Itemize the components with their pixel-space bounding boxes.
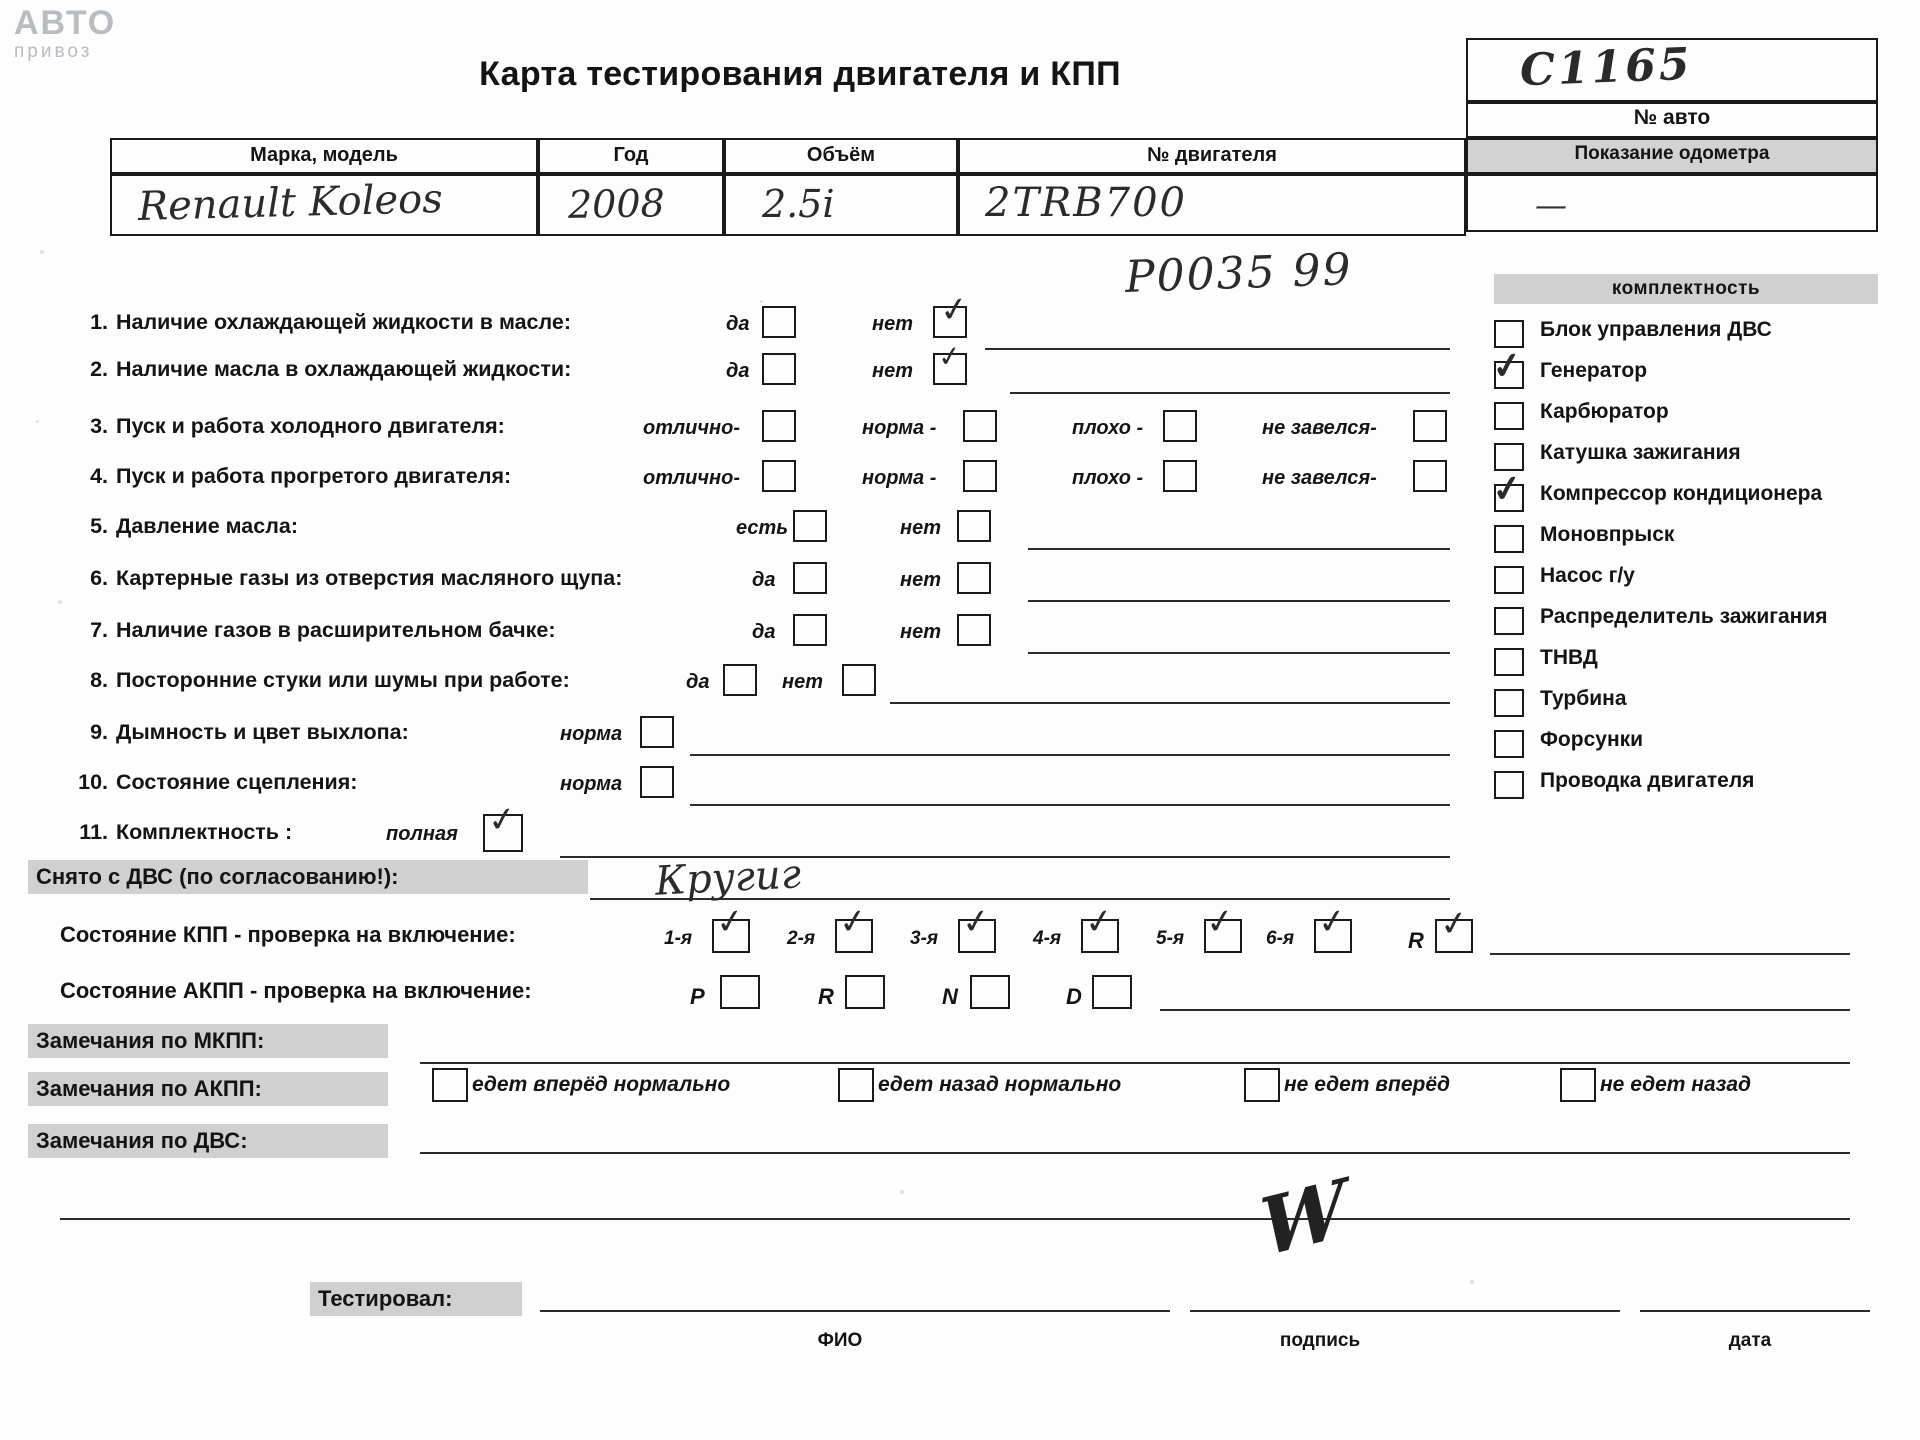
mkpp-comment-line[interactable] [1490, 953, 1850, 955]
q7-checkbox-no[interactable] [957, 614, 991, 646]
question-number: 1. [90, 310, 108, 334]
fio-label: ФИО [817, 1330, 863, 1351]
question-row-9 [74, 720, 409, 745]
q4-checkbox-normal[interactable] [963, 460, 997, 492]
drive-label-no-reverse: не едет назад [1600, 1073, 1752, 1096]
kit-label-11: Проводка двигателя [1540, 769, 1755, 792]
mkpp-gear-check-3: ✓ [959, 900, 994, 944]
q4-checkbox-nostart[interactable] [1413, 460, 1447, 492]
kit-label-1: Генератор [1540, 359, 1648, 382]
q6-checkbox-yes[interactable] [793, 562, 827, 594]
q6-checkbox-no[interactable] [957, 562, 991, 594]
mkpp-label: Состояние КПП - проверка на включение: [60, 922, 516, 947]
kit-checkbox-10[interactable] [1494, 730, 1524, 758]
kit-panel-title: комплектность [1494, 274, 1878, 304]
signature-label: подпись [1279, 1330, 1361, 1351]
question-number: 10. [78, 770, 108, 794]
auto-number-label: № авто [1633, 106, 1711, 129]
scan-speckle [760, 300, 763, 303]
tested-by-label: Тестировал: [310, 1282, 522, 1316]
question-text: Наличие газов в расширительном бачке: [116, 618, 556, 642]
akpp-comment-line[interactable] [1160, 1009, 1850, 1011]
q2-option-no-label: нет [872, 360, 913, 382]
q4-option-bad-label: плохо - [1072, 467, 1144, 489]
q3-checkbox-excellent[interactable] [762, 410, 796, 442]
question-number: 9. [90, 720, 108, 744]
drive-checkbox-no-reverse[interactable] [1560, 1068, 1596, 1102]
q8-checkbox-no[interactable] [842, 664, 876, 696]
q1-check-mark: ✓ [937, 288, 972, 332]
q9-comment-line[interactable] [690, 754, 1450, 756]
q9-checkbox-normal[interactable] [640, 716, 674, 748]
akpp-box-d[interactable] [1092, 975, 1132, 1009]
header-brand-handwritten: Renault Koleos [137, 176, 444, 230]
question-row-6 [74, 566, 622, 591]
mkpp-gear-label-4: 4-я [1033, 928, 1062, 949]
mkpp-gear-check-5: ✓ [1203, 900, 1238, 944]
mkpp-gear-label-5: 5-я [1156, 928, 1185, 949]
q3-option-nostart-label: не завелся- [1262, 417, 1377, 439]
question-text: Посторонние стуки или шумы при работе: [116, 668, 570, 692]
kit-label-4: Компрессор кондиционера [1540, 482, 1823, 505]
q3-checkbox-nostart[interactable] [1413, 410, 1447, 442]
odometer-label: Показание одометра [1574, 143, 1770, 164]
akpp-position-label-p: P [690, 984, 705, 1009]
scan-speckle [1470, 1280, 1474, 1284]
q11-check-mark: ✓ [485, 798, 520, 842]
header-engineno-handwritten: 2TRB700 [985, 180, 1187, 226]
notes-akpp-label: Замечания по АКПП: [28, 1072, 388, 1106]
scan-speckle [40, 250, 44, 254]
q2-option-yes-label: да [726, 360, 750, 382]
q11-option-full-label: полная [386, 823, 458, 845]
header-col-year-label: Год [538, 138, 724, 174]
q10-option-normal-label: норма [560, 773, 623, 795]
kit-item-11[interactable] [1494, 767, 1884, 808]
q2-check-mark: ✓ [935, 338, 964, 375]
q3-option-bad-label: плохо - [1072, 417, 1144, 439]
question-number: 6. [90, 566, 108, 590]
kit-label-9: Турбина [1540, 687, 1627, 710]
kit-checkbox-5[interactable] [1494, 525, 1524, 553]
kit-label-10: Форсунки [1540, 728, 1644, 751]
question-row-7 [74, 618, 556, 643]
q1-checkbox-yes[interactable] [762, 306, 796, 338]
mkpp-gear-check-6: ✓ [1315, 900, 1350, 944]
header-volume-handwritten: 2.5i [762, 182, 835, 226]
drive-label-reverse-ok: едет назад нормально [878, 1073, 1122, 1096]
kit-label-6: Насос г/у [1540, 564, 1635, 587]
notes-engine-label: Замечания по ДВС: [28, 1124, 388, 1158]
mkpp-gear-check-4: ✓ [1082, 900, 1117, 944]
question-text: Комплектность : [116, 820, 293, 844]
question-text: Наличие охлаждающей жидкости в масле: [116, 310, 571, 334]
akpp-box-r[interactable] [845, 975, 885, 1009]
kit-checkbox-2[interactable] [1494, 402, 1524, 430]
question-row-3 [74, 414, 505, 439]
question-number: 3. [90, 414, 108, 438]
question-row-4 [74, 464, 511, 489]
odometer-value-handwritten: — [1535, 186, 1567, 224]
removed-from-engine-label: Снято с ДВС (по согласованию!): [28, 860, 588, 894]
watermark-sub-text: привоз [14, 41, 93, 62]
question-number: 11. [79, 820, 108, 844]
q3-option-normal-label: норма - [862, 417, 937, 439]
notes-mkpp-line[interactable] [420, 1062, 1850, 1064]
kit-item-5[interactable] [1494, 521, 1884, 562]
header-col-brand-label: Марка, модель [110, 138, 538, 174]
kit-label-5: Моновпрыск [1540, 523, 1675, 546]
q1-comment-line[interactable] [985, 348, 1450, 350]
odometer-value-box [1466, 174, 1878, 232]
date-label: дата [1728, 1330, 1772, 1351]
header-col-volume-label: Объём [724, 138, 958, 174]
watermark-logo [10, 6, 160, 84]
header-col-volume-cell [724, 174, 958, 236]
drive-checkbox-forward-ok[interactable] [432, 1068, 468, 1102]
fio-line[interactable] [540, 1310, 1170, 1312]
kit-check-mark-1: ✓ [1489, 343, 1525, 389]
notes-engine-line-1[interactable] [420, 1152, 1850, 1154]
kit-item-7[interactable] [1494, 603, 1884, 644]
kit-item-0[interactable] [1494, 316, 1884, 357]
q6-option-no-label: нет [900, 569, 941, 591]
akpp-position-label-n: N [942, 984, 958, 1009]
kit-item-3[interactable] [1494, 439, 1884, 480]
drive-label-forward-ok: едет вперёд нормально [472, 1073, 731, 1096]
engine-code-handwritten: P0035 99 [1124, 244, 1354, 303]
q5-checkbox-yes[interactable] [793, 510, 827, 542]
q8-comment-line[interactable] [890, 702, 1450, 704]
question-text: Наличие масла в охлаждающей жидкости: [116, 357, 572, 381]
question-text: Состояние сцепления: [116, 770, 358, 794]
question-row-1 [74, 310, 571, 335]
plate-value-handwritten: C1165 [1519, 38, 1694, 97]
q8-option-no-label: нет [782, 671, 823, 693]
mkpp-gear-label-6: 6-я [1266, 928, 1295, 949]
question-text: Картерные газы из отверстия масляного щупа: [116, 566, 623, 590]
drive-label-no-forward: не едет вперёд [1284, 1073, 1450, 1096]
scan-speckle [900, 1190, 904, 1194]
question-row-8 [74, 668, 570, 693]
akpp-box-p[interactable] [720, 975, 760, 1009]
question-text: Давление масла: [116, 514, 298, 538]
kit-item-10[interactable] [1494, 726, 1884, 767]
kit-label-2: Карбюратор [1540, 400, 1669, 423]
mkpp-gear-label-3: 3-я [910, 928, 939, 949]
q5-comment-line[interactable] [1028, 548, 1450, 550]
kit-check-mark-4: ✓ [1489, 466, 1525, 512]
akpp-position-label-d: D [1066, 984, 1082, 1009]
kit-item-9[interactable] [1494, 685, 1884, 726]
kit-item-2[interactable] [1494, 398, 1884, 439]
question-text: Пуск и работа холодного двигателя: [116, 414, 505, 438]
removed-from-engine-handwritten: Кругиг [653, 851, 803, 905]
kit-label-0: Блок управления ДВС [1540, 318, 1772, 341]
q6-option-yes-label: да [752, 569, 776, 591]
q5-option-yes-label: есть [736, 517, 789, 539]
q1-option-yes-label: да [726, 313, 750, 335]
mkpp-gear-label-1: 1-я [664, 928, 693, 949]
q3-checkbox-normal[interactable] [963, 410, 997, 442]
q4-option-normal-label: норма - [862, 467, 937, 489]
kit-checkbox-6[interactable] [1494, 566, 1524, 594]
q2-comment-line[interactable] [1010, 392, 1450, 394]
page-title: Карта тестирования двигателя и КПП [479, 55, 1121, 93]
notes-mkpp-label: Замечания по МКПП: [28, 1024, 388, 1058]
question-number: 4. [90, 464, 108, 488]
q4-option-excellent-label: отлично- [643, 467, 741, 489]
q5-checkbox-no[interactable] [957, 510, 991, 542]
q4-checkbox-excellent[interactable] [762, 460, 796, 492]
kit-item-8[interactable] [1494, 644, 1884, 685]
q4-checkbox-bad[interactable] [1163, 460, 1197, 492]
notes-engine-line-2[interactable] [60, 1218, 1850, 1220]
removed-from-engine-line[interactable] [590, 898, 1450, 900]
q2-checkbox-yes[interactable] [762, 353, 796, 385]
question-row-5 [74, 514, 298, 539]
kit-item-6[interactable] [1494, 562, 1884, 603]
signature-line[interactable] [1190, 1310, 1620, 1312]
signature-handwritten: W [1256, 1165, 1338, 1276]
q4-option-nostart-label: не завелся- [1262, 467, 1377, 489]
question-number: 8. [90, 668, 108, 692]
q9-option-normal-label: норма [560, 723, 623, 745]
question-number: 5. [90, 514, 108, 538]
q10-comment-line[interactable] [690, 804, 1450, 806]
mkpp-gear-check-1: ✓ [713, 900, 748, 944]
q8-option-yes-label: да [686, 671, 710, 693]
kit-checkbox-11[interactable] [1494, 771, 1524, 799]
akpp-label: Состояние АКПП - проверка на включение: [60, 978, 532, 1003]
header-year-handwritten: 2008 [567, 181, 666, 227]
kit-label-7: Распределитель зажигания [1540, 605, 1828, 628]
question-text: Дымность и цвет выхлопа: [116, 720, 409, 744]
kit-item-1[interactable] [1489, 343, 1884, 398]
mkpp-gear-check-r: ✓ [1437, 902, 1472, 946]
drive-checkbox-reverse-ok[interactable] [838, 1068, 874, 1102]
akpp-box-n[interactable] [970, 975, 1010, 1009]
q6-comment-line[interactable] [1028, 600, 1450, 602]
q7-comment-line[interactable] [1028, 652, 1450, 654]
mkpp-gear-check-2: ✓ [836, 900, 871, 944]
q5-option-no-label: нет [900, 517, 941, 539]
mkpp-gear-label-2: 2-я [787, 928, 816, 949]
q3-option-excellent-label: отлично- [643, 417, 741, 439]
q7-checkbox-yes[interactable] [793, 614, 827, 646]
q7-option-no-label: нет [900, 621, 941, 643]
q7-option-yes-label: да [752, 621, 776, 643]
date-line[interactable] [1640, 1310, 1870, 1312]
question-text: Пуск и работа прогретого двигателя: [116, 464, 512, 488]
scan-speckle [58, 600, 62, 604]
kit-checkbox-9[interactable] [1494, 689, 1524, 717]
q8-checkbox-yes[interactable] [723, 664, 757, 696]
q10-checkbox-normal[interactable] [640, 766, 674, 798]
q1-option-no-label: нет [872, 313, 913, 335]
question-number: 7. [90, 618, 108, 642]
scan-speckle [36, 420, 39, 423]
header-col-engineno-label: № двигателя [958, 138, 1466, 174]
question-row-10 [74, 770, 357, 795]
kit-checkbox-7[interactable] [1494, 607, 1524, 635]
mkpp-gear-label-r: R [1408, 928, 1424, 953]
kit-label-8: ТНВД [1540, 646, 1598, 669]
question-row-11 [74, 820, 292, 845]
watermark-main-text: АВТО [14, 4, 117, 42]
drive-checkbox-no-forward[interactable] [1244, 1068, 1280, 1102]
kit-label-3: Катушка зажигания [1540, 441, 1741, 464]
kit-item-4[interactable] [1489, 466, 1884, 521]
kit-checkbox-8[interactable] [1494, 648, 1524, 676]
q3-checkbox-bad[interactable] [1163, 410, 1197, 442]
question-row-2 [74, 357, 571, 382]
akpp-position-label-r: R [818, 984, 834, 1009]
question-number: 2. [90, 357, 108, 381]
